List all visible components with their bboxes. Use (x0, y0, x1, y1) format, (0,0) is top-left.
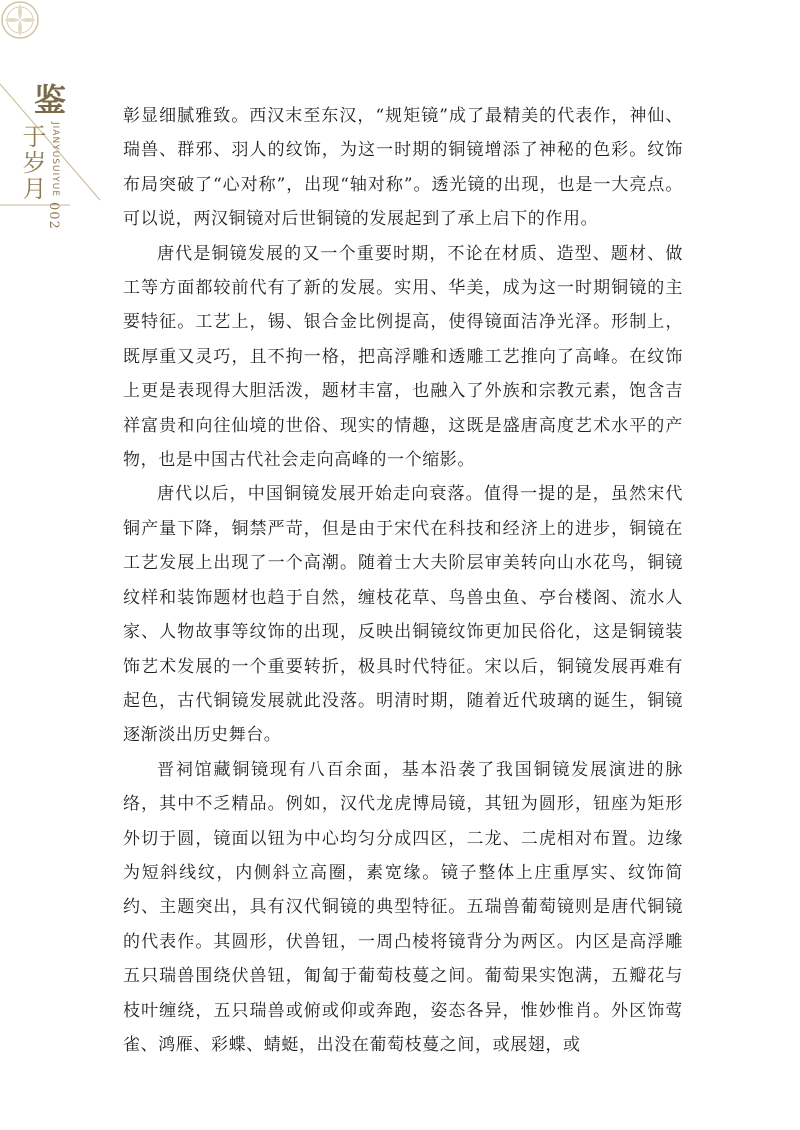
page-number: 002 (46, 202, 61, 230)
paragraph: 唐代是铜镜发展的又一个重要时期，不论在材质、造型、题材、做工等方面都较前代有了新的发展。实用、华美，成为这一时期铜镜的主要特征。工艺上，锡、银合金比例提高，使得镜面洁净光泽。形制上，既厚重又灵巧，且不拘一格，把高浮雕和透雕工艺推向了高峰。在纹饰上更是表现得大胆活泼，题材丰富，也融入了外族和宗教元素，饱含吉祥富贵和向往仙境的世俗、现实的情趣，这既是盛唐高度艺术水平的产物，也是中国古代社会走向高峰的一个缩影。 (123, 243, 683, 471)
lotus-medallion-icon (0, 0, 40, 40)
column-title: 于岁月 (18, 124, 46, 202)
seal-character: 鉴 (34, 81, 67, 119)
article-body (123, 99, 683, 1062)
paragraph: 晋祠馆藏铜镜现有八百余面，基本沿袭了我国铜镜发展演进的脉络，其中不乏精品。例如，汉代龙虎博局镜，其钮为圆形，钮座为矩形外切于圆，镜面以钮为中心均匀分成四区，二龙、二虎相对布置。边缘为短斜线纹，内侧斜立高圈，素宽缘。镜子整体上庄重厚实、纹饰简约、主题突出，具有汉代铜镜的典型特征。五瑞兽葡萄镜则是唐代铜镜的代表作。其圆形，伏兽钮，一周凸棱将镜背分为两区。内区是高浮雕五只瑞兽围绕伏兽钮，匍匐于葡萄枝蔓之间。葡萄果实饱满，五瓣花与枝叶缠绕，五只瑞兽或俯或仰或奔跑，姿态各异，惟妙惟肖。外区饰莺雀、鸿雁、彩蝶、蜻蜓，出没在葡萄枝蔓之间，或展翅，或 (123, 759, 683, 1055)
column-pinyin: JIANYUSUIYUE (50, 122, 60, 198)
paragraph: 唐代以后，中国铜镜发展开始走向衰落。值得一提的是，虽然宋代铜产量下降，铜禁严苛，但是由于宋代在科技和经济上的进步，铜镜在工艺发展上出现了一个高潮。随着士大夫阶层审美转向山水花鸟，铜镜纹样和装饰题材也趋于自然，缠枝花草、鸟兽虫鱼、亭台楼阁、流水人家、人物故事等纹饰的出现，反映出铜镜纹饰更加民俗化，这是铜镜装饰艺术发展的一个重要转折，极具时代特征。宋以后，铜镜发展再难有起色，古代铜镜发展就此没落。明清时期，随着近代玻璃的诞生，铜镜逐渐淡出历史舞台。 (123, 484, 683, 746)
paragraph: 彰显细腻雅致。西汉末至东汉，“规矩镜”成了最精美的代表作，神仙、瑞兽、群邪、羽人的纹饰，为这一时期的铜镜增添了神秘的色彩。纹饰布局突破了“心对称”，出现“轴对称”。透光镜的出现，也是一大亮点。可以说，两汉铜镜对后世铜镜的发展起到了承上启下的作用。 (123, 106, 683, 230)
header-decoration (0, 0, 120, 300)
